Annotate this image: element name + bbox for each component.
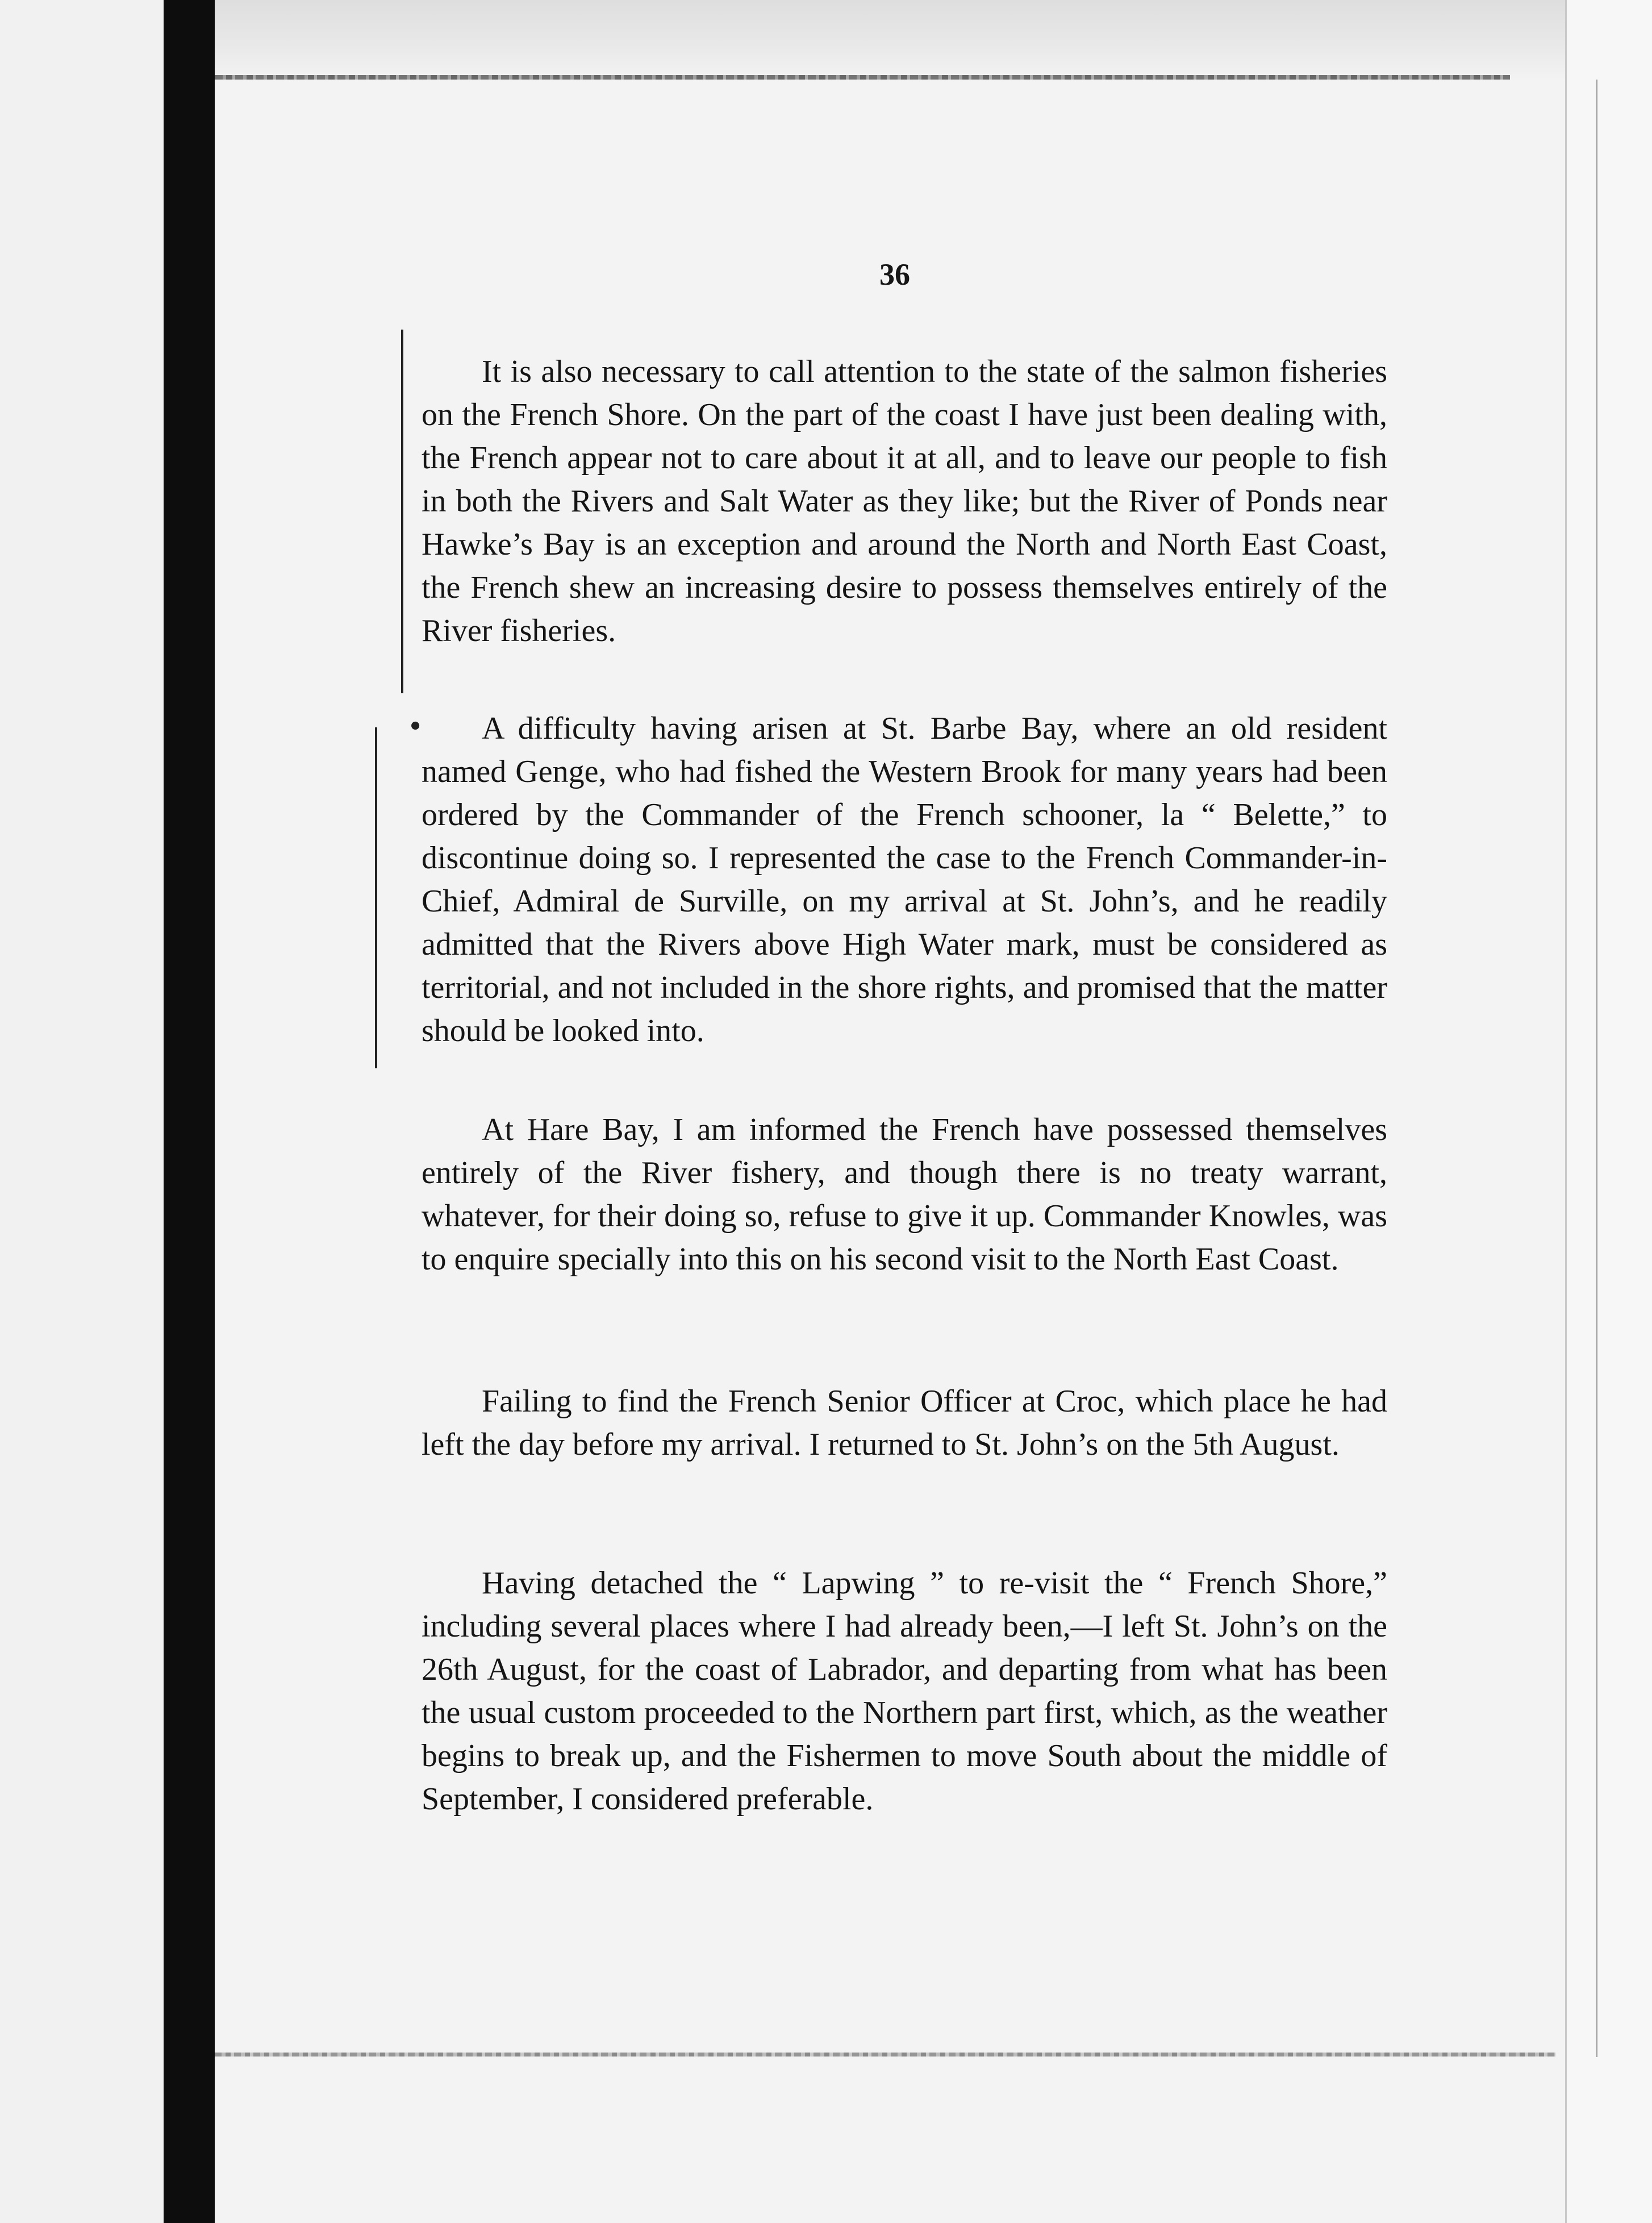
paragraph-salmon-fisheries: It is also necessary to call attention to the state of the salmon fisheries on the French Shore. On the part of the coast I have just been dealing with, the French appear not to care about it at all, and to leave our people to fish in both the Rivers and Salt Water as they like; but the River of Ponds near Hawke’s Bay is an exception and around the North and North East Coast, the French shew an increasing desire to possess themselves entirely of the River fisheries. <box>422 354 1387 648</box>
page-top-edge <box>215 0 1567 80</box>
paragraph-st-barbe-bay: A difficulty having arisen at St. Barbe Bay, where an old resident named Genge, who had fished the Western Brook for many years had been ordered by the Commander of the French schooner, la “ Belette,” to discontinue doing so. I represented the case to the French Commander-in-Chief, Admiral de Surville, on my arrival at St. John’s, and he readily admitted that the Rivers above High Water mark, must be considered as territorial, and not included in the shore rights, and promised that the matter should be looked into. <box>422 711 1387 1048</box>
paragraph-croc: Failing to find the French Senior Officer at Croc, which place he had left the day before my arrival. I returned to St. John’s on the 5th August. <box>422 1384 1387 1462</box>
scan-left-margin <box>0 0 164 2223</box>
paragraph-hare-bay: At Hare Bay, I am informed the French have possessed themselves entirely of the River fishery, and though there is no treaty warrant, whatever, for their doing so, refuse to give it up. Commander Knowles, was to enquire specially into this on his second visit to the North East Coast. <box>422 1112 1387 1277</box>
bottom-rule <box>215 2053 1555 2057</box>
page-number: 36 <box>879 257 910 292</box>
top-rule <box>215 75 1510 80</box>
binding-shadow <box>164 0 215 2223</box>
margin-bracket-1 <box>401 330 403 693</box>
page-right-edge <box>1565 0 1652 2223</box>
page-fold-line <box>1596 80 1597 2057</box>
margin-bracket-2 <box>375 727 377 1068</box>
margin-mark: • <box>410 710 421 742</box>
paragraph-lapwing: Having detached the “ Lapwing ” to re-visit the “ French Shore,” including several places where I had already been,—I left St. John’s on the 26th August, for the coast of Labrador, and departing from what has been the usual custom proceeded to the Northern part first, which, as the weather begins to break up, and the Fishermen to move South about the middle of September, I considered preferable. <box>422 1566 1387 1817</box>
